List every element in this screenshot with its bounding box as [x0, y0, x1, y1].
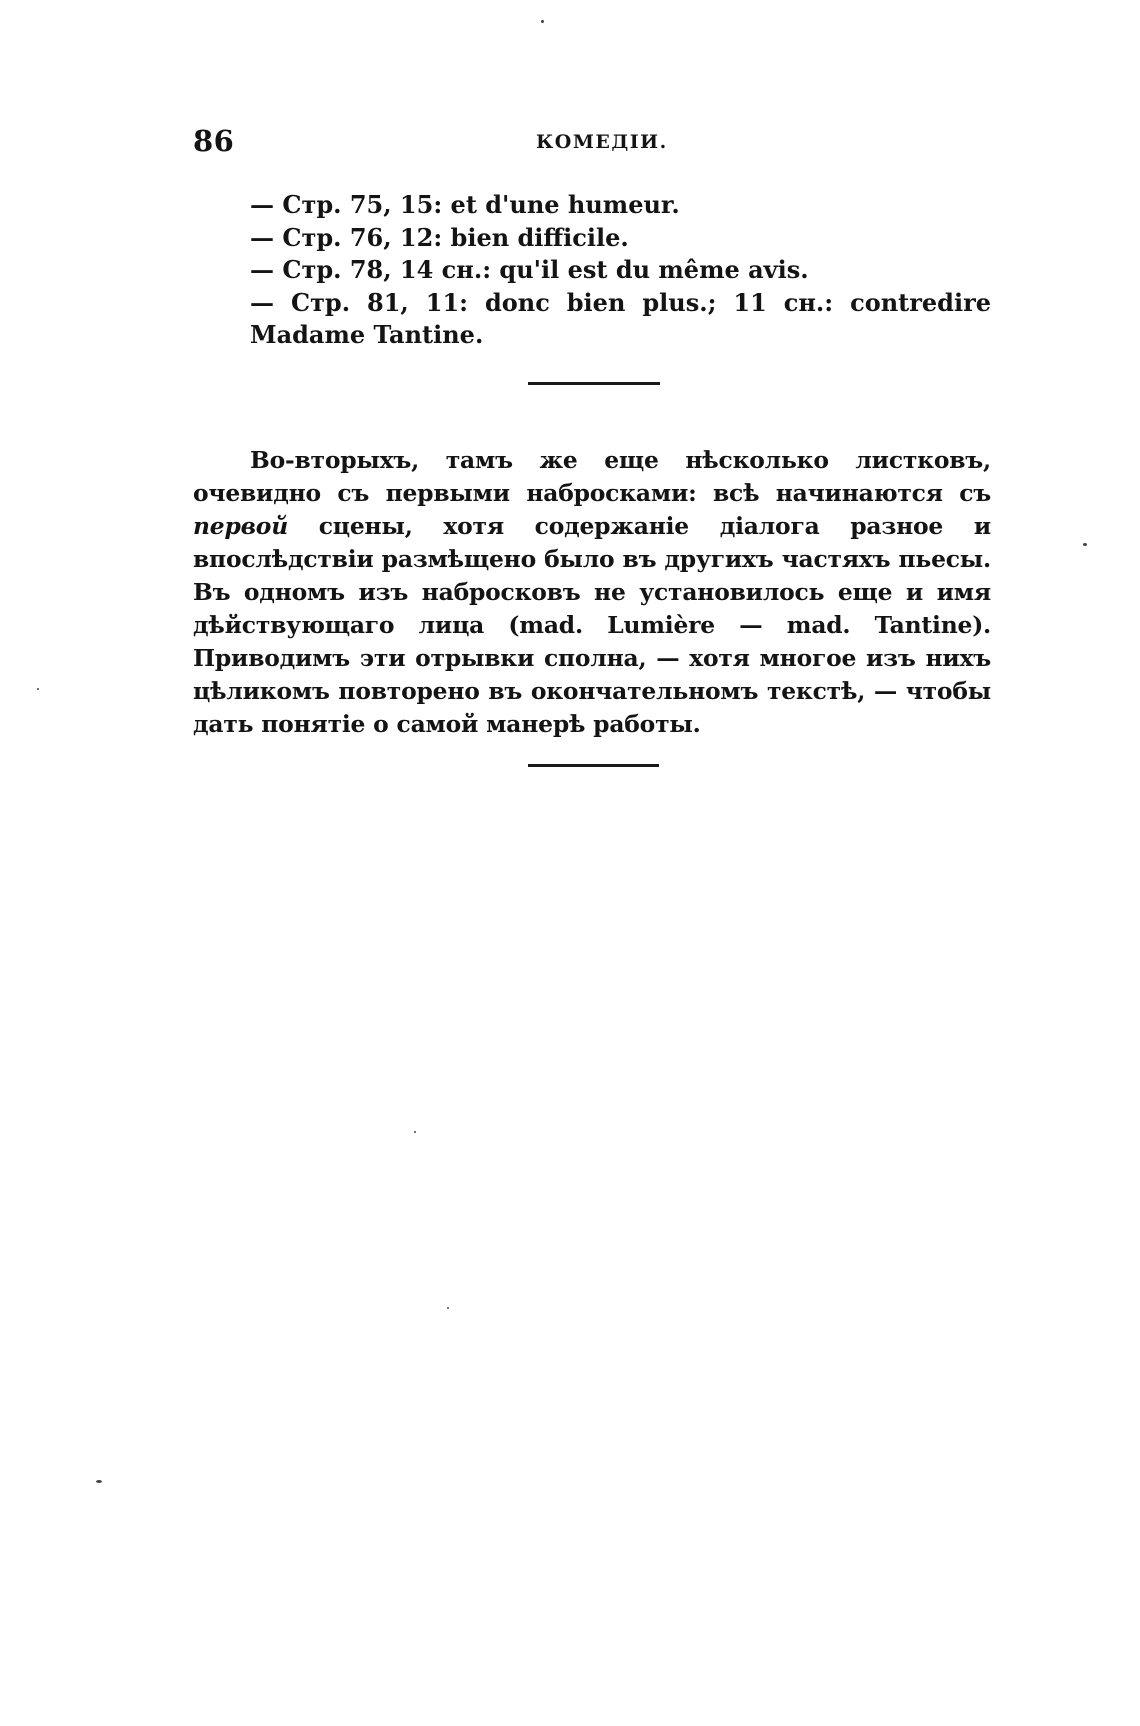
errata-line: — Стр. 76, 12: bien difficile.: [250, 222, 629, 252]
scan-speck: [414, 1131, 416, 1133]
paragraph-rest: сцены, хотя содержаніе діалога разное и впослѣдствіи размѣщено было въ другихъ частяхъ пьесы. Въ одномъ изъ набросковъ не установилось еще и имя дѣйствующаго лица (mad. Lumière — mad. Tantine). Приводимъ эти отрывки сполна, — хотя многое изъ нихъ цѣликомъ повторено въ окончательномъ текстѣ, — чтобы дать понятіе о самой манерѣ работы.: [193, 512, 991, 738]
scan-speck: [37, 688, 39, 690]
section-divider: [528, 764, 659, 767]
errata-list: [193, 189, 991, 352]
paragraph-lead: Во-вторыхъ, тамъ же еще нѣсколько листковъ, очевидно съ первыми набросками: всѣ начинаются съ: [193, 446, 991, 507]
scan-speck: [447, 1307, 449, 1309]
paragraph-emphasis: первой: [193, 512, 289, 540]
scan-speck: [1083, 543, 1087, 546]
scan-speck: [96, 1480, 102, 1483]
running-head: КОМЕДІИ.: [536, 131, 668, 153]
body-paragraph: [193, 444, 991, 741]
page-number: 86: [193, 124, 235, 158]
errata-line: — Стр. 75, 15: et d'une humeur.: [250, 190, 680, 219]
scan-speck: [541, 20, 544, 23]
errata-line: — Стр. 78, 14 сн.: qu'il est du même avis.: [250, 255, 809, 284]
errata-line: — Стр. 81, 11: donc bien plus.; 11 сн.: contredire Madame Tantine.: [250, 287, 991, 349]
section-divider: [528, 382, 660, 385]
